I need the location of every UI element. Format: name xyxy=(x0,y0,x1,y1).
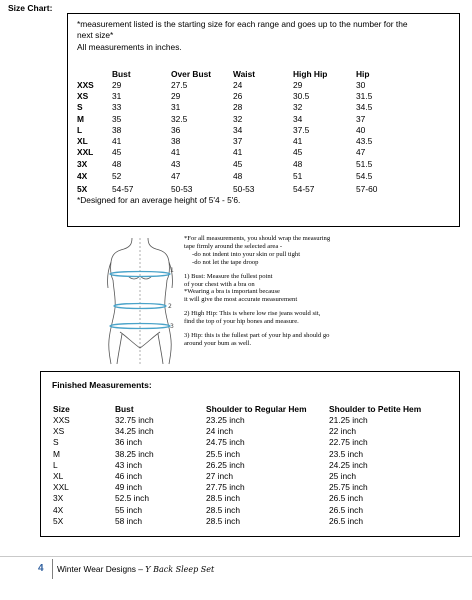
size-cell-bust: 54-57 xyxy=(112,184,134,194)
size-note-line3: All measurements in inches. xyxy=(77,42,182,52)
size-cell-hip: 47 xyxy=(356,147,366,157)
finished-cell-bust: 52.5 inch xyxy=(115,493,149,504)
size-cell-waist: 37 xyxy=(233,136,243,146)
size-row xyxy=(68,147,459,159)
finished-cell-regular-hem: 27.75 inch xyxy=(206,482,245,493)
finished-cell-bust: 58 inch xyxy=(115,515,143,526)
bust-line2: of your chest with a bra on xyxy=(184,280,255,288)
size-row xyxy=(68,102,459,114)
size-cell-over-bust: 36 xyxy=(171,125,181,135)
size-cell-bust: 41 xyxy=(112,136,122,146)
intro-line1: *For all measurements, you should wrap the measuring xyxy=(184,235,331,242)
size-cell-waist: 45 xyxy=(233,159,243,169)
size-cell-size: XXL xyxy=(77,147,94,157)
footer-pattern-name: Y Back Sleep Set xyxy=(145,565,215,574)
size-cell-size: S xyxy=(77,102,83,112)
finished-cell-bust: 36 inch xyxy=(115,437,143,448)
footer-separator xyxy=(52,559,53,579)
size-cell-high-hip: 48 xyxy=(293,159,303,169)
header-waist: Waist xyxy=(233,69,256,79)
finished-cell-petite-hem: 21.25 inch xyxy=(329,415,368,425)
size-note-line1: *measurement listed is the starting size for each range and goes up to the number for the xyxy=(77,19,408,29)
size-cell-high-hip: 45 xyxy=(293,147,303,157)
finished-cell-regular-hem: 25.5 inch xyxy=(206,448,240,459)
finished-row xyxy=(41,471,459,482)
finished-cell-size: 3X xyxy=(53,493,64,504)
finished-row xyxy=(41,482,459,493)
size-cell-bust: 35 xyxy=(112,114,122,124)
marker-2: 2 xyxy=(168,303,172,310)
size-cell-bust: 29 xyxy=(112,80,122,90)
finished-cell-petite-hem: 25.75 inch xyxy=(329,482,368,493)
marker-1: 1 xyxy=(170,267,174,274)
footer-brand: Winter Wear Designs – xyxy=(57,564,143,574)
header-hip: Hip xyxy=(356,69,370,79)
size-chart-box xyxy=(67,13,460,227)
size-cell-bust: 33 xyxy=(112,102,122,112)
size-cell-bust: 48 xyxy=(112,159,122,169)
finished-cell-size: 4X xyxy=(53,504,64,515)
size-cell-hip: 31.5 xyxy=(356,91,373,101)
size-row xyxy=(68,159,459,171)
page-number: 4 xyxy=(38,563,44,574)
size-cell-waist: 24 xyxy=(233,80,243,90)
finished-cell-regular-hem: 24.75 inch xyxy=(206,437,245,448)
size-cell-high-hip: 51 xyxy=(293,171,303,181)
finished-header-size: Size xyxy=(53,404,70,414)
finished-cell-petite-hem: 26.5 inch xyxy=(329,504,363,515)
size-cell-waist: 26 xyxy=(233,91,243,101)
size-cell-size: 3X xyxy=(77,159,88,169)
intro-line3: -do not indent into your skin or pull tight xyxy=(192,250,301,258)
footer-divider xyxy=(0,556,472,557)
high-hip-line2: find the top of your hip bones and measure. xyxy=(184,318,299,326)
header-over-bust: Over Bust xyxy=(171,69,212,79)
finished-cell-size: XS xyxy=(53,426,65,437)
finished-cell-regular-hem: 23.25 inch xyxy=(206,415,245,425)
hip-line2: around your bum as well. xyxy=(184,339,252,347)
finished-row xyxy=(41,505,459,516)
size-cell-high-hip: 29 xyxy=(293,80,303,90)
finished-cell-petite-hem: 25 inch xyxy=(329,471,357,481)
finished-row xyxy=(41,426,459,437)
finished-cell-bust: 46 inch xyxy=(115,471,143,481)
size-cell-over-bust: 38 xyxy=(171,136,181,146)
finished-cell-petite-hem: 23.5 inch xyxy=(329,448,363,459)
finished-cell-size: XL xyxy=(53,471,64,481)
bust-line1: 1) Bust: Measure the fullest point xyxy=(184,272,273,280)
finished-cell-regular-hem: 27 inch xyxy=(206,471,234,481)
size-cell-hip: 51.5 xyxy=(356,159,373,169)
finished-row xyxy=(41,415,459,426)
finished-header-petite-hem: Shoulder to Petite Hem xyxy=(329,404,422,414)
finished-cell-bust: 34.25 inch xyxy=(115,426,154,437)
header-bust: Bust xyxy=(112,69,131,79)
finished-cell-petite-hem: 26.5 inch xyxy=(329,493,363,504)
hip-line1: 3) Hip: this is the fullest part of your hip and should go xyxy=(184,332,330,340)
bust-line3: *Wearing a bra is important because xyxy=(184,288,280,296)
finished-cell-size: S xyxy=(53,437,59,448)
finished-title: Finished Measurements: xyxy=(52,380,152,390)
finished-row xyxy=(41,516,459,527)
finished-cell-size: L xyxy=(53,459,58,470)
finished-cell-petite-hem: 22.75 inch xyxy=(329,437,368,448)
size-cell-high-hip: 30.5 xyxy=(293,91,310,101)
size-cell-hip: 57-60 xyxy=(356,184,378,194)
finished-cell-bust: 55 inch xyxy=(115,504,143,515)
finished-cell-size: XXS xyxy=(53,415,70,425)
size-cell-high-hip: 54-57 xyxy=(293,184,315,194)
size-cell-hip: 37 xyxy=(356,114,366,124)
finished-cell-bust: 43 inch xyxy=(115,459,143,470)
size-cell-size: M xyxy=(77,114,84,124)
finished-cell-regular-hem: 28.5 inch xyxy=(206,504,240,515)
dress-form-illustration xyxy=(106,236,174,366)
size-cell-size: XL xyxy=(77,136,88,146)
intro-line4: -do not let the tape droop xyxy=(192,258,259,266)
size-cell-waist: 48 xyxy=(233,171,243,181)
finished-cell-size: M xyxy=(53,448,60,459)
size-cell-waist: 34 xyxy=(233,125,243,135)
finished-cell-regular-hem: 28.5 inch xyxy=(206,515,240,526)
size-footnote: *Designed for an average height of 5'4 - 5'6. xyxy=(77,195,241,205)
finished-cell-petite-hem: 26.5 inch xyxy=(329,515,363,526)
size-cell-over-bust: 47 xyxy=(171,171,181,181)
high-hip-line1: 2) High Hip: This is where low rise jeans would sit, xyxy=(184,310,321,318)
finished-cell-petite-hem: 22 inch xyxy=(329,426,357,437)
size-cell-waist: 32 xyxy=(233,114,243,124)
size-cell-over-bust: 31 xyxy=(171,102,181,112)
finished-row xyxy=(41,493,459,504)
finished-measurements-box xyxy=(40,371,460,537)
finished-cell-size: XXL xyxy=(53,482,69,493)
footer-text xyxy=(57,564,214,574)
size-cell-size: L xyxy=(77,125,83,135)
finished-cell-petite-hem: 24.25 inch xyxy=(329,459,368,470)
size-note-line2: next size* xyxy=(77,30,114,40)
size-cell-hip: 40 xyxy=(356,125,366,135)
size-cell-over-bust: 27.5 xyxy=(171,80,188,90)
size-cell-high-hip: 37.5 xyxy=(293,125,310,135)
finished-header-regular-hem: Shoulder to Regular Hem xyxy=(206,404,307,414)
dress-form-figure xyxy=(106,236,174,366)
size-cell-bust: 52 xyxy=(112,171,122,181)
size-cell-over-bust: 43 xyxy=(171,159,181,169)
finished-cell-bust: 32.75 inch xyxy=(115,415,154,425)
header-high-hip: High Hip xyxy=(293,69,328,79)
marker-3: 3 xyxy=(170,323,174,330)
size-cell-hip: 43.5 xyxy=(356,136,373,146)
size-cell-hip: 54.5 xyxy=(356,171,373,181)
size-cell-bust: 31 xyxy=(112,91,122,101)
bust-line4: it will give the most accurate measurement xyxy=(184,296,298,304)
finished-row xyxy=(41,449,459,460)
size-cell-high-hip: 32 xyxy=(293,102,303,112)
size-chart-heading: Size Chart: xyxy=(8,3,53,13)
size-cell-bust: 38 xyxy=(112,125,122,135)
intro-line2: tape firmly around the selected area - xyxy=(184,242,283,250)
size-cell-over-bust: 50-53 xyxy=(171,184,193,194)
size-cell-waist: 50-53 xyxy=(233,184,255,194)
size-cell-size: XXS xyxy=(77,80,94,90)
size-cell-high-hip: 34 xyxy=(293,114,303,124)
finished-cell-bust: 38.25 inch xyxy=(115,448,154,459)
size-cell-high-hip: 41 xyxy=(293,136,303,146)
finished-cell-size: 5X xyxy=(53,515,64,526)
size-cell-over-bust: 32.5 xyxy=(171,114,188,124)
finished-row xyxy=(41,460,459,471)
size-cell-size: XS xyxy=(77,91,89,101)
finished-cell-bust: 49 inch xyxy=(115,482,143,493)
size-cell-over-bust: 41 xyxy=(171,147,181,157)
size-cell-hip: 34.5 xyxy=(356,102,373,112)
finished-row xyxy=(41,437,459,448)
size-cell-size: 4X xyxy=(77,171,88,181)
size-cell-hip: 30 xyxy=(356,80,366,90)
size-cell-waist: 28 xyxy=(233,102,243,112)
finished-cell-regular-hem: 24 inch xyxy=(206,426,234,437)
size-cell-bust: 45 xyxy=(112,147,122,157)
size-cell-size: 5X xyxy=(77,184,88,194)
finished-cell-regular-hem: 28.5 inch xyxy=(206,493,240,504)
size-row xyxy=(68,171,459,183)
finished-cell-regular-hem: 26.25 inch xyxy=(206,459,245,470)
finished-header-bust: Bust xyxy=(115,404,134,414)
measuring-instructions xyxy=(184,235,384,354)
size-cell-waist: 41 xyxy=(233,147,243,157)
size-cell-over-bust: 29 xyxy=(171,91,181,101)
